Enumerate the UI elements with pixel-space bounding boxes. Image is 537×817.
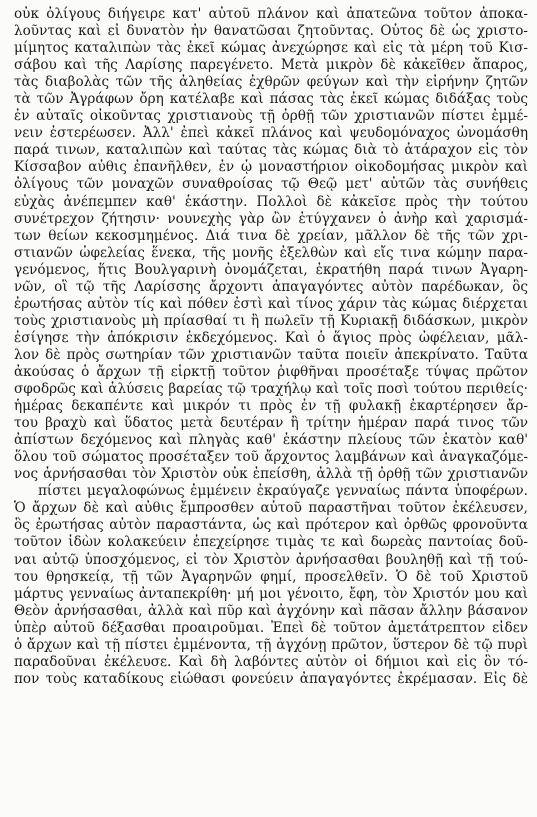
text-line: του θρησκείᾳ, τῇ τῶν Ἀγαρηνῶν φημί, προσελθεῖν. Ὁ δὲ τοῦ Χριστοῦ: [14, 568, 528, 585]
text-line: ἐρωτήσας αὐτὸν τίς καὶ πόθεν ἐστὶ καὶ τίνος χάριν τὰς κώμας διέρχεται: [14, 295, 528, 312]
text-line: τοὺς χριστιανοὺς μὴ πρίασθαί τι ἢ πωλεῖν τῇ Κυριακῇ διδάσκων, μικρὸν: [14, 312, 528, 329]
text-line: λον δὲ πρὸς σωτηρίαν τῶν χριστιανῶν ταῦτα ποιεῖν ἀπεκρίνατο. Ταῦτα: [14, 346, 528, 363]
text-line: ὀλίγους τῶν μοναχῶν συναθροίσας τῷ Θεῷ μετ' αὐτῶν τὰς συνήθεις: [14, 176, 528, 193]
text-line: λοῦντας καὶ εἰ δυνατὸν ἦν θανατῶσαι ζητοῦντας. Οὗτος δὲ ὡς χριστο-: [14, 23, 528, 40]
text-line: ὃς ἐρωτήσας αὐτὸν παραστάντα, ὡς καὶ πρότερον καὶ ὀρθῶς φρονοῦντα: [14, 517, 528, 534]
text-line: νειν ἐστερέωσεν. Ἀλλ' ἐπεὶ κἀκεῖ πλάνος καὶ ψευδομόναχος ὠνομάσθη: [14, 125, 528, 142]
text-line: συνέτρεχον ζήτησιν· νουνεχὴς γὰρ ὢν ἐτύγχανεν ὁ ἀνὴρ καὶ χαρισμά-: [14, 210, 528, 227]
text-line: ἀπίστων δεχόμενος καὶ πληγὰς καθ' ἑκάστην πλείους τῶν ἑκατὸν καθ': [14, 432, 528, 449]
text-line: παραδοῦναι ἐκέλευσε. Καὶ δὴ λαβόντες αὐτὸν οἱ δήμιοι καὶ εἰς ὃν τό-: [14, 653, 528, 670]
text-line: ἐν αὐταῖς οἰκοῦντας χριστιανοὺς τῇ ὀρθῇ τῶν χριστιανῶν πίστει ἐμμέ-: [14, 108, 528, 125]
text-line: πίστει μεγαλοφώνως ἐμμένειν ἐκραύγαζε γενναίως πάντα ὑποφέρων.: [38, 483, 528, 500]
text-line: οὐκ ὀλίγους διήγειρε κατ' αὐτοῦ πλάνον καὶ ἀπατεῶνα τοῦτον ἀποκα-: [14, 6, 528, 22]
text-line: ἀκούσας ὁ ἄρχων τῇ εἱρκτῇ τοῦτον ῥιφθῆναι προσέταξε τύψας πρῶτον: [14, 363, 528, 380]
text-line: μίμητος καταλιπὼν τὰς ἐκεῖ κώμας ἀνεχώρησε καὶ εἰς τὰ μέρη τοῦ Κισ-: [14, 40, 528, 57]
text-line: γενόμενος, ἥτις Βουλγαρινὴ ὀνομάζεται, ἐκρατήθη παρά τινων Ἀγαρη-: [14, 261, 528, 278]
text-line: Θεὸν ἀρνήσασθαι, ἀλλὰ καὶ πῦρ καὶ ἀγχόνην καὶ πᾶσαν ἄλλην βάσανον: [14, 602, 528, 619]
text-line: τοῦτον ἰδὼν κολακεύειν ἐπεχείρησε τιμὰς τε καὶ δωρεὰς παντοίας δοῦ-: [14, 534, 528, 551]
text-line: ὁ ἄρχων καὶ τῇ πίστει ἐμμένοντα, τῇ ἀγχόνῃ πρῶτον, ὕστερον δὲ τῷ πυρὶ: [14, 636, 528, 653]
text-line: του βραχὺ καὶ ὕδατος μετὰ δευτέραν ἢ τρίτην ἡμέραν παρά τινος τῶν: [14, 415, 528, 432]
text-line: ὑπὲρ αὐτοῦ δέξασθαι προαιροῦμαι. Ἐπεὶ δὲ τοῦτον ἀμετάτρεπτον εἶδεν: [14, 619, 528, 636]
text-line: Ὁ ἄρχων δὲ καὶ αὖθις ἔμπροσθεν αὐτοῦ παραστῆναι τοῦτον ἐκέλευσεν,: [14, 500, 528, 517]
text-line: σφοδρῶς καὶ ἁλύσεις βαρείας τῷ τραχήλῳ καὶ τοῖς ποσὶ τούτου περιθείς·: [14, 381, 528, 398]
text-line: Κίσσαβον αὖθις ἐπανῆλθεν, ἐν ᾧ μοναστήριον οἰκοδομήσας μικρὸν καὶ: [14, 159, 528, 176]
text-line: ἡμέρας δεκαπέντε καὶ μικρόν τι πρὸς ἐν τῇ φυλακῇ ἐκαρτέρησεν ἄρ-: [14, 398, 528, 415]
text-line: νῶν, οἳ τῷ τῆς Λαρίσσης ἄρχοντι ἀπαγαγόντες αὐτὸν παρέδωκαν, ὃς: [14, 278, 528, 295]
text-line: ναι αὐτῷ ὑποσχόμενος, εἰ τὸν Χριστὸν ἀρνήσασθαι βουληθῇ καὶ τῇ τού-: [14, 551, 528, 568]
text-line: ὅλου τοῦ σώματος προσέταξεν τοῦ ἄρχοντος λαμβάνων καὶ ἀναγκαζόμε-: [14, 449, 528, 466]
text-line: μάρτυς γενναίως ἀνταπεκρίθη· μή μοι γένοιτο, ἔφη, τὸν Χριστόν μου καὶ: [14, 585, 528, 602]
text-line: τὰ τῶν Ἀγράφων ὄρη κατέλαβε καὶ πάσας τὰς ἐκεῖ κώμας διδάξας τοὺς: [14, 91, 528, 108]
text-line: νος ἀρνήσασθαι τὸν Χριστὸν οὐκ ἐπείσθη, ἀλλὰ τῇ ὀρθῇ τῶν χριστιανῶν: [14, 466, 528, 483]
text-line: παρά τινων, καταλιπὼν καὶ ταύτας τὰς κώμας διὰ τὸ ἀτάραχον εἰς τὸν: [14, 142, 528, 159]
text-line: εὐχὰς ἀνέπεμπεν καθ' ἑκάστην. Πολλοὶ δὲ κἀκεῖσε πρὸς τὴν τούτου: [14, 193, 528, 210]
text-line: ἐσίγησε τὴν ἀπόκρισιν ἐκδεχόμενος. Καὶ ὁ ἅγιος πρὸς ὠφέλειαν, μᾶλ-: [14, 329, 528, 346]
text-line: σάβου καὶ τῆς Λαρίσης παρεγένετο. Μετὰ μικρὸν δὲ κἀκεῖθεν ἄπαρος,: [14, 57, 528, 74]
text-line: των θείων κεκοσμημένος. Διά τινα δὲ χρείαν, μᾶλλον δὲ τῆς τῶν χρι-: [14, 227, 528, 244]
text-line: πον τοὺς καταδίκους εἰώθασι φονεύειν ἀπαγαγόντες ἐκρέμασαν. Εἰς δὲ: [14, 670, 528, 687]
text-line: τὰς διαβολὰς τῶν τῆς ἀληθείας ἐχθρῶν φεύγων καὶ τὴν εἰρήνην ζητῶν: [14, 74, 528, 91]
text-line: στιανῶν ὠφελείας ἕνεκα, τῆς μονῆς ἐξελθὼν καὶ εἴς τινα κώμην παρα-: [14, 244, 528, 261]
body-text: [14, 6, 528, 688]
